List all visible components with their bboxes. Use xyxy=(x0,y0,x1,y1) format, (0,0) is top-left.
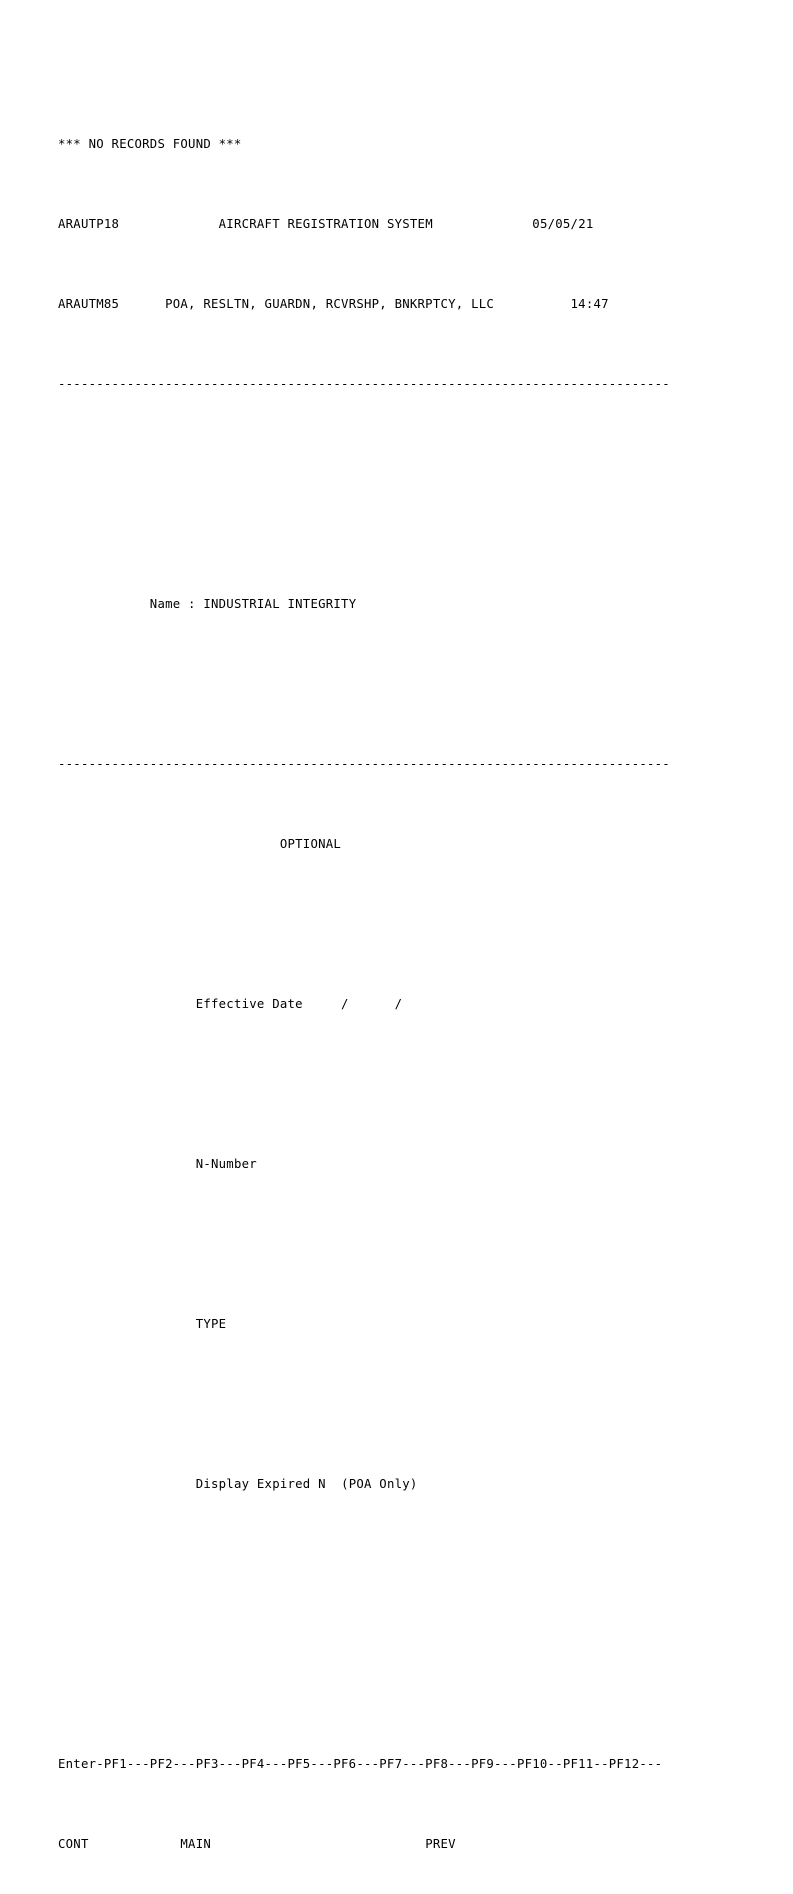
spacer-line-10 xyxy=(58,1674,738,1694)
field-label-effective-date: Effective Date xyxy=(195,997,303,1011)
spacer-line-2 xyxy=(58,514,738,534)
name-field-value[interactable]: INDUSTRIAL INTEGRITY xyxy=(203,597,357,611)
pf-label-gap-1 xyxy=(89,1834,181,1854)
screen-subheader xyxy=(58,294,738,314)
pf-key-labels xyxy=(58,1834,738,1854)
optional-heading-row xyxy=(58,834,738,854)
header-spacer-2 xyxy=(433,214,532,234)
spacer-line-9 xyxy=(58,1614,738,1634)
subheader-spacer-2 xyxy=(494,294,571,314)
spacer-line-1 xyxy=(58,454,738,474)
field-n-number xyxy=(58,1154,738,1174)
field-indent-2 xyxy=(58,1154,196,1174)
screen-header xyxy=(58,214,738,234)
spacer-line-8 xyxy=(58,1554,738,1574)
header-screen-id: ARAUTP18 xyxy=(58,217,120,231)
field-indent-1 xyxy=(58,994,196,1014)
name-field-row xyxy=(58,594,738,614)
spacer-line-4 xyxy=(58,914,738,934)
field-label-n-number: N-Number xyxy=(195,1157,257,1171)
field-indent-3 xyxy=(58,1314,196,1334)
field-type xyxy=(58,1314,738,1334)
spacer-line-6 xyxy=(58,1234,738,1254)
status-message: *** NO RECORDS FOUND *** xyxy=(58,137,242,151)
divider-mid: -------------------------------------------------------------------------------- xyxy=(58,757,670,771)
optional-heading: OPTIONAL xyxy=(279,837,342,851)
subheader-spacer-1 xyxy=(119,294,165,314)
field-label-type: TYPE xyxy=(195,1317,227,1331)
pf-label-gap-2 xyxy=(211,1834,425,1854)
pf-key-cont[interactable]: CONT xyxy=(58,1837,89,1851)
field-indent-4 xyxy=(58,1474,196,1494)
optional-heading-indent xyxy=(58,834,280,854)
field-label-display-expired[interactable]: Display Expired N xyxy=(195,1477,326,1491)
field-display-expired xyxy=(58,1474,738,1494)
header-spacer-1 xyxy=(119,214,218,234)
spacer-line-3 xyxy=(58,674,738,694)
field-gap-4 xyxy=(326,1474,341,1494)
subheader-time: 14:47 xyxy=(570,297,609,311)
name-field-label: Name : xyxy=(149,597,196,611)
field-value-effective-date[interactable]: / / xyxy=(341,997,403,1011)
header-date: 05/05/21 xyxy=(532,217,594,231)
spacer-line-5 xyxy=(58,1074,738,1094)
pf-key-main[interactable]: MAIN xyxy=(180,1837,212,1851)
field-gap-1 xyxy=(303,994,341,1014)
pf-key-prev[interactable]: PREV xyxy=(425,1837,456,1851)
header-title: AIRCRAFT REGISTRATION SYSTEM xyxy=(218,217,433,231)
mainframe-terminal-screen xyxy=(58,74,738,1894)
name-field-gap xyxy=(196,594,204,614)
divider-top: -------------------------------------------------------------------------------- xyxy=(58,377,670,391)
subheader-subtitle: POA, RESLTN, GUARDN, RCVRSHP, BNKRPTCY, LLC xyxy=(165,297,495,311)
spacer-line-7 xyxy=(58,1394,738,1414)
subheader-screen-id: ARAUTM85 xyxy=(58,297,120,311)
pf-key-bar: Enter-PF1---PF2---PF3---PF4---PF5---PF6---PF7---PF8---PF9---PF10--PF11--PF12--- xyxy=(58,1757,663,1771)
field-effective-date xyxy=(58,994,738,1014)
name-field-indent xyxy=(58,594,150,614)
field-note-display-expired: (POA Only) xyxy=(341,1477,418,1491)
